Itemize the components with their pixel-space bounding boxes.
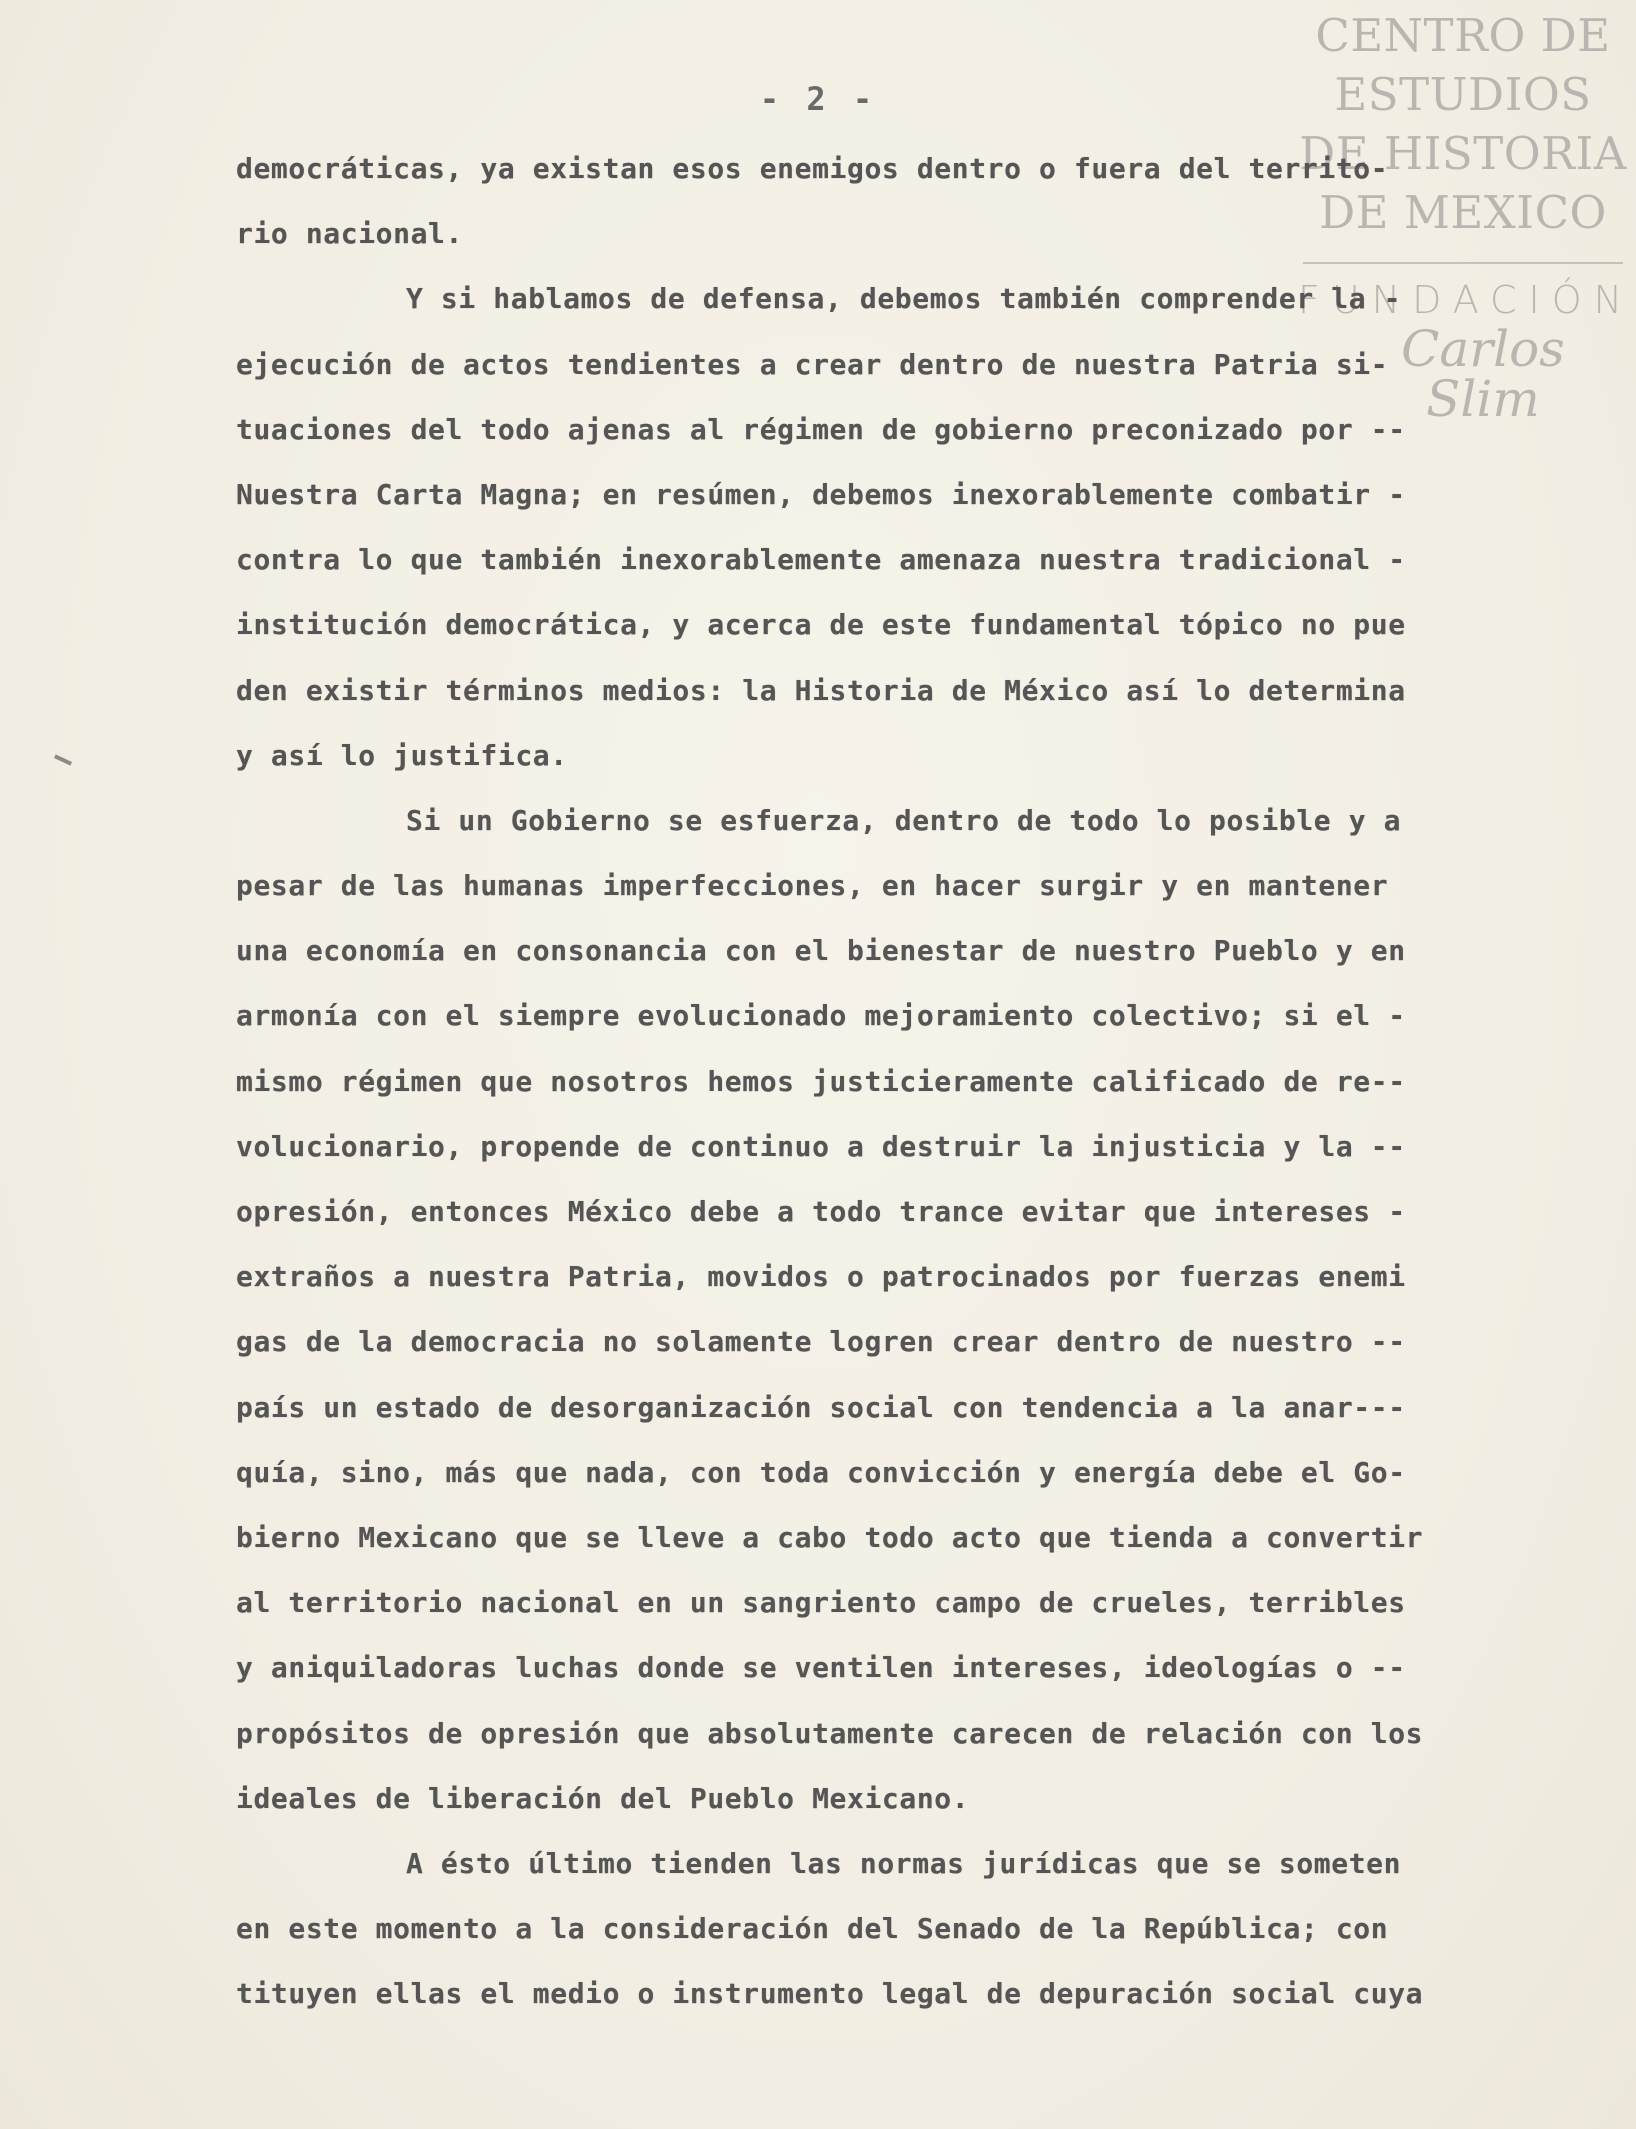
text-line: ideales de liberación del Pueblo Mexicano.: [236, 1781, 970, 1815]
text-line: quía, sino, más que nada, con toda convicción y energía debe el Go-: [236, 1455, 1406, 1489]
watermark-line-3: DE HISTORIA: [1299, 127, 1627, 180]
watermark-fundacion: FUNDACIÓN: [1298, 278, 1635, 322]
text-line: bierno Mexicano que se lleve a cabo todo acto que tienda a convertir: [236, 1520, 1424, 1554]
text-line: tuaciones del todo ajenas al régimen de gobierno preconizado por --: [236, 412, 1406, 446]
watermark-line-4: DE MEXICO: [1319, 186, 1607, 239]
text-line: y aniquiladoras luchas donde se ventilen intereses, ideologías o --: [236, 1651, 1406, 1685]
page-number: - 2 -: [759, 80, 877, 118]
watermark-signature: Carlos Slim: [1401, 320, 1565, 428]
text-line: volucionario, propende de continuo a destruir la injusticia y la --: [236, 1129, 1406, 1163]
text-line: armonía con el siempre evolucionado mejoramiento colectivo; si el -: [236, 999, 1406, 1033]
text-line: gas de la democracia no solamente logren crear dentro de nuestro --: [236, 1325, 1406, 1359]
text-line: una economía en consonancia con el bienestar de nuestro Pueblo y en: [236, 934, 1406, 968]
text-line: Nuestra Carta Magna; en resúmen, debemos inexorablemente combatir -: [236, 477, 1406, 511]
text-line: democráticas, ya existan esos enemigos dentro o fuera del territo-: [236, 152, 1389, 185]
watermark-line-2: ESTUDIOS: [1334, 68, 1592, 121]
text-line: A ésto último tienden las normas jurídicas que se someten: [406, 1846, 1402, 1880]
text-line: Si un Gobierno se esfuerza, dentro de todo lo posible y a: [406, 803, 1402, 837]
text-line: propósitos de opresión que absolutamente carecen de relación con los: [236, 1716, 1424, 1750]
text-line: tituyen ellas el medio o instrumento legal de depuración social cuya: [236, 1977, 1424, 2011]
text-line: mismo régimen que nosotros hemos justicieramente calificado de re--: [236, 1064, 1406, 1098]
text-line: institución democrática, y acerca de este fundamental tópico no pue: [236, 608, 1406, 642]
text-line: en este momento a la consideración del Senado de la República; con: [236, 1912, 1389, 1946]
text-line: al territorio nacional en un sangriento campo de crueles, terribles: [236, 1586, 1406, 1620]
text-line: opresión, entonces México debe a todo trance evitar que intereses -: [236, 1195, 1406, 1228]
text-line: extraños a nuestra Patria, movidos o patrocinados por fuerzas enemi: [236, 1260, 1406, 1294]
text-line: ejecución de actos tendientes a crear dentro de nuestra Patria si-: [236, 347, 1389, 381]
watermark-line-1: CENTRO DE: [1315, 9, 1611, 62]
text-line: país un estado de desorganización social con tendencia a la anar---: [236, 1390, 1406, 1424]
text-line: rio nacional.: [236, 217, 463, 251]
text-line: den existir términos medios: la Historia de México así lo determina: [236, 673, 1406, 707]
text-line: contra lo que también inexorablemente amenaza nuestra tradicional -: [236, 543, 1406, 577]
text-line: y así lo justifica.: [236, 738, 568, 772]
typed-text-body: [236, 136, 1586, 2026]
text-line: Y si hablamos de defensa, debemos también comprender la -: [406, 282, 1402, 316]
text-line: pesar de las humanas imperfecciones, en hacer surgir y en mantener: [236, 869, 1389, 903]
